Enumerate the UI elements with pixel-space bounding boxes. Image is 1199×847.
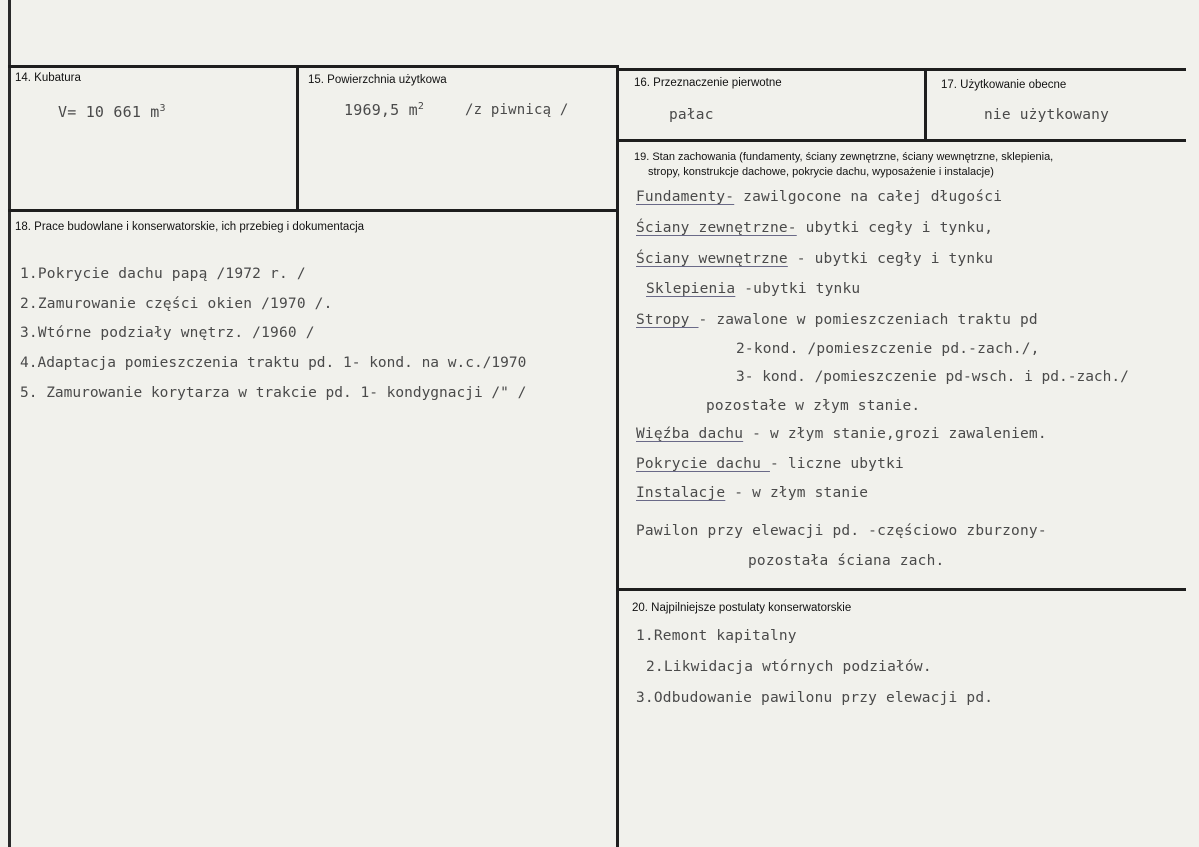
field-16-value: pałac [669, 107, 714, 123]
field-19-label [634, 150, 1184, 180]
field-15-label: 15. Powierzchnia użytkowa [308, 74, 447, 86]
field-19-row-13: pozostała ściana zach. [748, 553, 945, 569]
field-16-label: 16. Przeznaczenie pierwotne [634, 77, 782, 89]
field-18-label: 18. Prace budowlane i konserwatorskie, ich przebieg i dokumentacja [15, 221, 365, 233]
field-20-line-1: 1.Remont kapitalny [636, 628, 797, 644]
field-18-line-3: 3.Wtórne podziały wnętrz. /1960 / [20, 325, 315, 341]
rule-main-vertical [616, 65, 619, 847]
field-19-row-1-text: zawilgocone na całej długości [734, 189, 1003, 205]
field-15-value [344, 101, 424, 119]
field-19-row-4 [646, 281, 860, 297]
field-14-text: V= 10 661 m [58, 103, 160, 121]
field-19-row-2 [636, 220, 993, 236]
rule-divider-14-15 [296, 65, 299, 210]
field-19-row-8: pozostałe w złym stanie. [706, 398, 921, 414]
rule-under-14-15 [8, 209, 619, 212]
rule-divider-16-17 [924, 68, 927, 140]
field-20-label: 20. Najpilniejsze postulaty konserwatorskie [632, 602, 852, 614]
field-19-row-9-head: Więźba dachu [636, 426, 744, 442]
field-19-row-9 [636, 426, 1047, 442]
field-19-label-line-1: 19. Stan zachowania (fundamenty, ściany zewnętrzne, ściany wewnętrzne, sklepienia, [634, 151, 1054, 163]
field-19-row-1-head: Fundamenty- [636, 189, 735, 205]
field-19-row-10-head: Pokrycie dachu [636, 456, 770, 472]
field-20-line-3: 3.Odbudowanie pawilonu przy elewacji pd. [636, 690, 994, 706]
field-19-label-line-2: stropy, konstrukcje dachowe, pokrycie dachu, wyposażenie i instalacje) [648, 166, 994, 178]
field-17-label: 17. Użytkowanie obecne [941, 79, 1067, 91]
field-19-row-3-head: Ściany wewnętrzne [636, 251, 788, 267]
rule-under-16-17 [619, 139, 1186, 142]
field-19-row-2-head: Ściany zewnętrzne- [636, 220, 797, 236]
field-19-row-4-text: -ubytki tynku [735, 281, 861, 297]
field-18-line-5: 5. Zamurowanie korytarza w trakcie pd. 1- kondygnacji /" / [20, 385, 527, 401]
rule-top-left [8, 65, 619, 68]
field-15-note: /z piwnicą / [465, 102, 569, 118]
field-19-row-5 [636, 312, 1038, 328]
field-19-row-11-text: - w złym stanie [725, 485, 869, 501]
field-20-line-2: 2.Likwidacja wtórnych podziałów. [646, 659, 932, 675]
rule-top-right [619, 68, 1186, 71]
field-19-row-11-head: Instalacje [636, 485, 726, 501]
field-19-row-7: 3- kond. /pomieszczenie pd-wsch. i pd.-zach./ [736, 369, 1129, 385]
field-19-row-5-text: - zawalone w pomieszczeniach traktu pd [698, 312, 1038, 328]
field-19-row-10-text: - liczne ubytki [769, 456, 904, 472]
field-14-label: 14. Kubatura [15, 72, 81, 84]
field-14-value [58, 103, 166, 121]
field-19-row-6: 2-kond. /pomieszczenie pd.-zach./, [736, 341, 1040, 357]
field-18-line-4: 4.Adaptacja pomieszczenia traktu pd. 1- kond. na w.c./1970 [20, 355, 527, 371]
card-frame [8, 0, 1199, 847]
rule-under-19 [619, 588, 1186, 591]
field-19-row-2-text: ubytki cegły i tynku, [796, 220, 994, 236]
field-14-exponent: 3 [159, 103, 166, 114]
field-17-value: nie użytkowany [984, 107, 1110, 123]
field-15-exponent: 2 [417, 101, 425, 112]
field-19-row-4-head: Sklepienia [646, 281, 736, 297]
field-19-row-3 [636, 251, 993, 267]
field-18-line-2: 2.Zamurowanie części okien /1970 /. [20, 296, 333, 312]
field-18-line-1: 1.Pokrycie dachu papą /1972 r. / [20, 266, 306, 282]
field-19-row-3-text: - ubytki cegły i tynku [787, 251, 994, 267]
field-19-row-12: Pawilon przy elewacji pd. -częściowo zburzony- [636, 523, 1047, 539]
field-19-row-10 [636, 456, 904, 472]
field-19-row-1 [636, 189, 1002, 205]
field-19-row-9-text: - w złym stanie,grozi zawaleniem. [743, 426, 1047, 442]
field-15-text: 1969,5 m [344, 101, 418, 119]
field-19-row-5-head: Stropy [636, 312, 699, 328]
field-19-row-11 [636, 485, 868, 501]
